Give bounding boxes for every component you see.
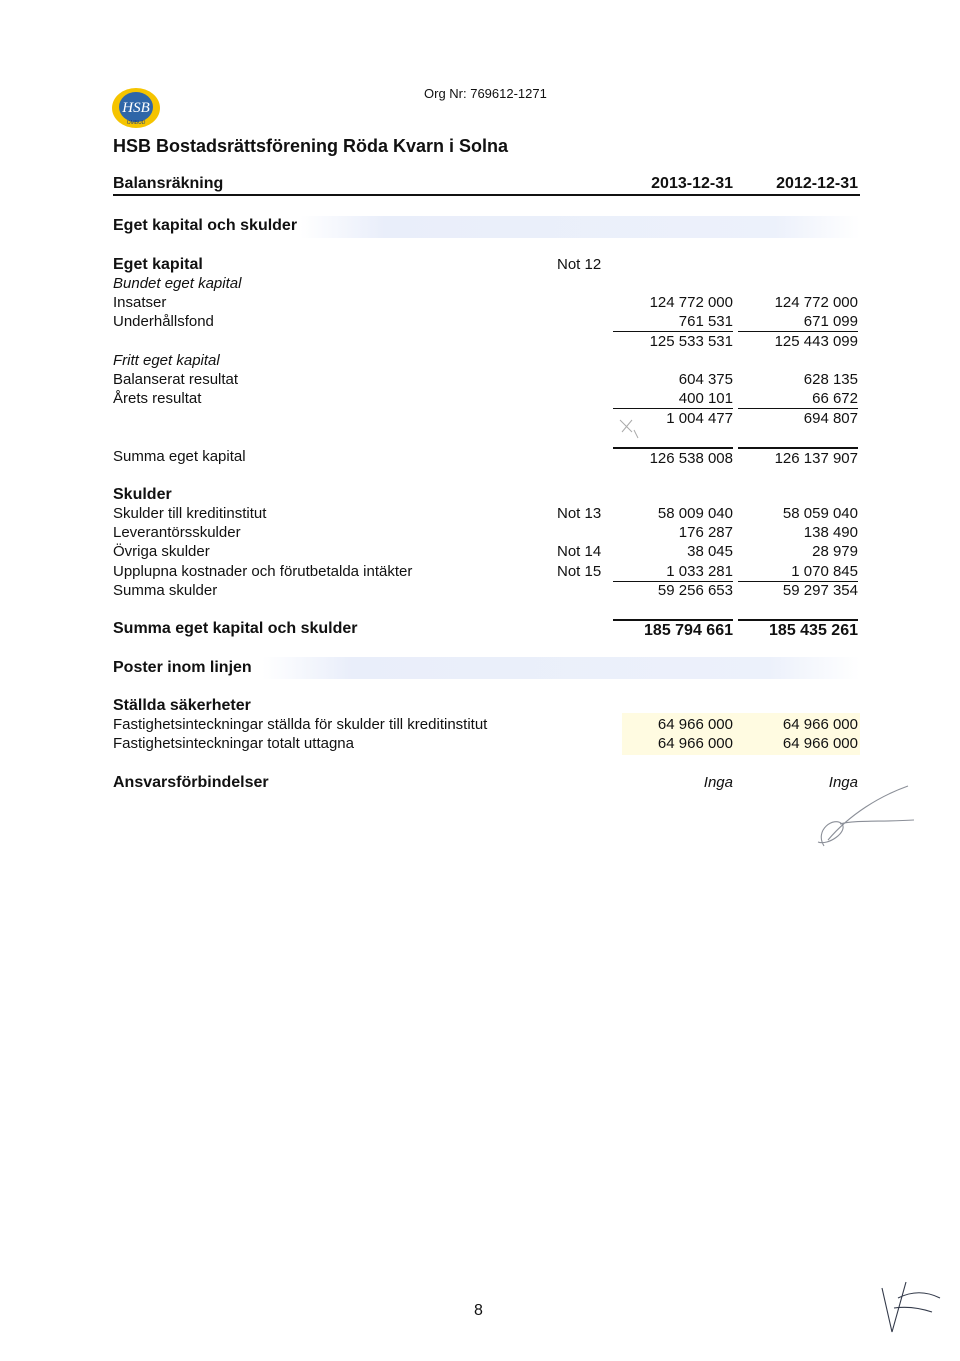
balance-sheet-title: Balansräkning <box>113 175 224 192</box>
column-header-2013: 2013-12-31 <box>651 175 733 192</box>
value-2012: 124 772 000 <box>774 294 858 311</box>
value-2012: 694 807 <box>803 410 858 427</box>
total-row <box>113 581 860 600</box>
eget-kapital-heading: Eget kapital <box>113 256 203 273</box>
table-row <box>113 562 860 581</box>
skulder-heading-row <box>113 485 860 504</box>
subtotal-row <box>113 332 860 351</box>
column-header-2012: 2012-12-31 <box>776 175 858 192</box>
note-ref: Not 14 <box>557 543 602 560</box>
row-label: Fastighetsinteckningar ställda för skulder till kreditinstitut <box>113 716 488 733</box>
subtotal-row <box>113 409 860 428</box>
note-ref: Not 13 <box>557 505 602 522</box>
table-row <box>113 523 860 542</box>
value-2013: 124 772 000 <box>649 294 733 311</box>
value-2012: 628 135 <box>803 371 858 388</box>
total-row <box>113 447 860 466</box>
signature-initials <box>810 780 920 860</box>
value-2012: 125 443 099 <box>774 333 858 350</box>
value-2012: 58 059 040 <box>782 505 858 522</box>
value-2012: 1 070 845 <box>738 562 858 582</box>
row-label: Leverantörsskulder <box>113 524 241 541</box>
grand-total-row <box>113 619 860 638</box>
table-row <box>113 715 860 734</box>
value-2013: 761 531 <box>613 312 733 332</box>
poster-heading-row <box>113 658 860 677</box>
table-row <box>113 504 860 523</box>
header-rule <box>113 194 860 196</box>
value-2012: 126 137 907 <box>738 447 858 468</box>
ansvarsforbindelser-heading: Ansvarsförbindelser <box>113 774 269 791</box>
value-2012: 64 966 000 <box>782 735 858 752</box>
row-label: Övriga skulder <box>113 543 210 560</box>
row-label: Årets resultat <box>113 390 202 407</box>
note-ref: Not 15 <box>557 563 602 580</box>
value-2012: 185 435 261 <box>738 619 858 640</box>
value-2013: 1 004 477 <box>666 410 733 427</box>
poster-inom-linjen-heading: Poster inom linjen <box>113 659 252 676</box>
section-eget-kapital-och-skulder: Eget kapital och skulder <box>113 217 298 234</box>
fritt-heading: Fritt eget kapital <box>113 352 220 369</box>
value-2013: 125 533 531 <box>649 333 733 350</box>
page-number: 8 <box>474 1302 483 1319</box>
ansvar-row <box>113 773 860 792</box>
check-mark <box>616 414 646 440</box>
stallda-heading-row <box>113 696 860 715</box>
org-number: Org Nr: 769612-1271 <box>424 86 547 101</box>
value-2012: Inga <box>828 774 858 791</box>
value-2013: 604 375 <box>678 371 733 388</box>
value-2013: 400 101 <box>613 389 733 409</box>
row-label: Skulder till kreditinstitut <box>113 505 267 522</box>
value-2013: 58 009 040 <box>657 505 733 522</box>
value-2013: 176 287 <box>678 524 733 541</box>
logo-subtext: OMBUD <box>126 120 146 126</box>
logo-text: HSB <box>122 100 150 116</box>
row-label: Underhållsfond <box>113 313 214 330</box>
bundet-heading: Bundet eget kapital <box>113 275 242 292</box>
value-2013: 64 966 000 <box>657 735 733 752</box>
section-heading <box>113 216 860 235</box>
row-label: Insatser <box>113 294 167 311</box>
value-2012: 66 672 <box>738 389 858 409</box>
row-label: Balanserat resultat <box>113 371 239 388</box>
signature-mark <box>868 1268 948 1348</box>
value-2012: 28 979 <box>812 543 858 560</box>
table-row <box>113 293 860 312</box>
skulder-heading: Skulder <box>113 486 172 503</box>
value-2013: 185 794 661 <box>613 619 733 640</box>
table-row <box>113 370 860 389</box>
row-label: Summa eget kapital och skulder <box>113 620 358 637</box>
company-name: HSB Bostadsrättsförening Röda Kvarn i Solna <box>113 136 509 156</box>
value-2013: 126 538 008 <box>613 447 733 468</box>
fritt-heading-row <box>113 351 860 370</box>
row-label: Fastighetsinteckningar totalt uttagna <box>113 735 354 752</box>
table-row <box>113 542 860 561</box>
table-row <box>113 312 860 331</box>
row-label: Upplupna kostnader och förutbetalda intäkter <box>113 563 413 580</box>
table-row <box>113 734 860 753</box>
value-2012: 64 966 000 <box>782 716 858 733</box>
hsb-logo <box>110 86 162 130</box>
eget-kapital-heading-row <box>113 255 860 274</box>
value-2012: 59 297 354 <box>782 582 858 599</box>
value-2013: 64 966 000 <box>657 716 733 733</box>
note-ref: Not 12 <box>557 256 602 273</box>
value-2013: 38 045 <box>687 543 733 560</box>
table-row <box>113 389 860 408</box>
stallda-sakerheter-heading: Ställda säkerheter <box>113 697 251 714</box>
value-2013: 59 256 653 <box>657 582 733 599</box>
value-2012: 671 099 <box>738 312 858 332</box>
row-label: Summa eget kapital <box>113 448 246 465</box>
value-2013: 1 033 281 <box>613 562 733 582</box>
value-2013: Inga <box>703 774 733 791</box>
value-2012: 138 490 <box>803 524 858 541</box>
bundet-heading-row <box>113 274 860 293</box>
row-label: Summa skulder <box>113 582 218 599</box>
